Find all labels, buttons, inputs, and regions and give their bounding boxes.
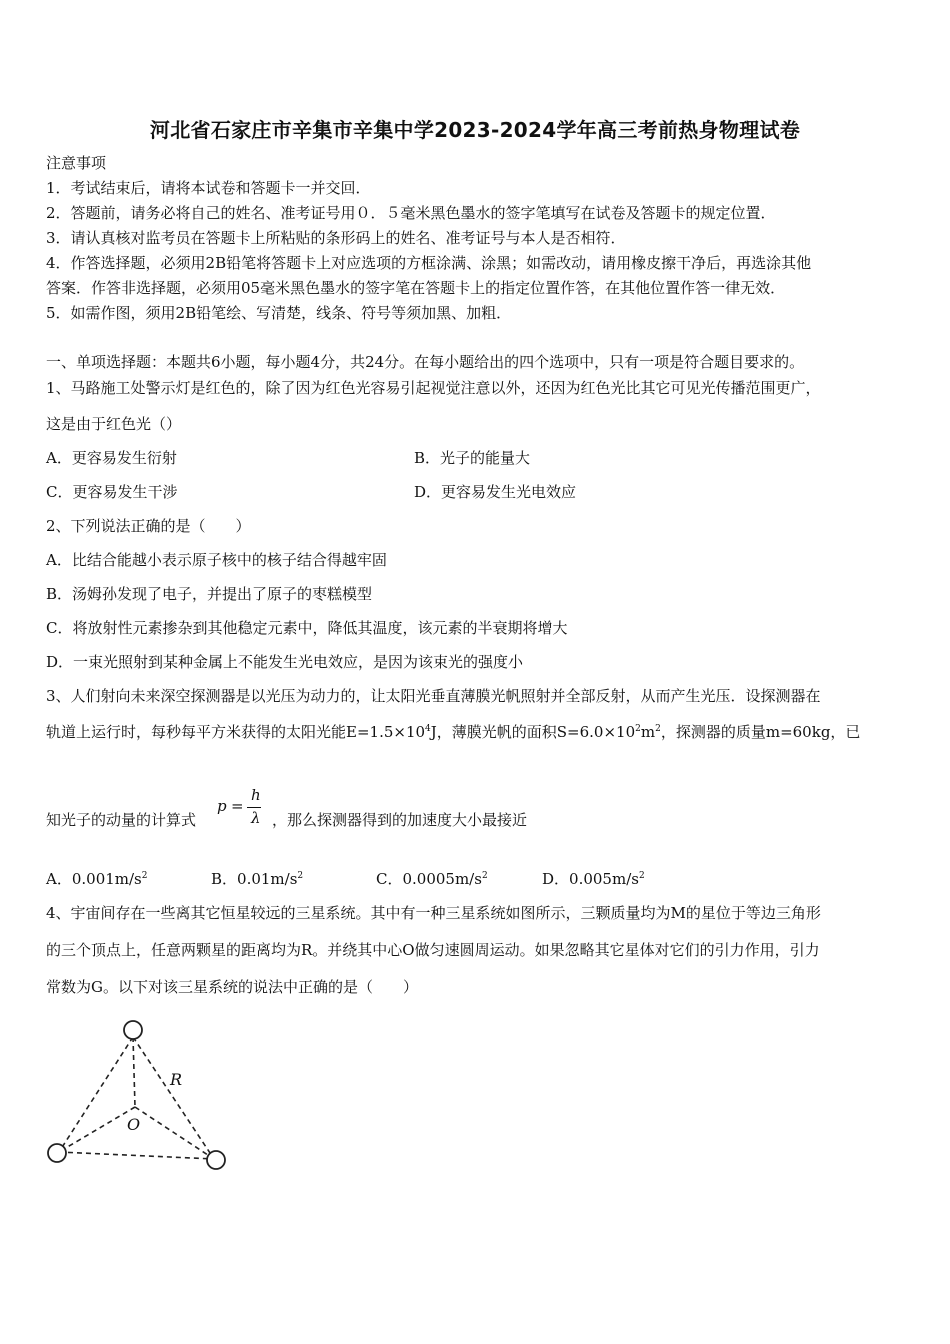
q1-option-c: C．更容易发生干涉 [46,483,178,501]
q1-option-b: B．光子的能量大 [414,449,531,467]
notice-heading: 注意事项 [46,154,107,172]
q3-stem-line2: 轨道上运行时，每秒每平方米获得的太阳光能$E=1.5\times 10^4J$，薄膜光帆的面积$S=6.0\times 10^2m^2$，探测器的质量m=60kg，已 [46,723,861,741]
center-line-left [59,1107,135,1152]
triangle-edge-right [133,1037,214,1159]
star-left [48,1144,66,1162]
section-heading: 一、单项选择题：本题共6小题，每小题4分，共24分。在每小题给出的四个选项中，只有一项是符合题目要求的。 [46,353,805,371]
q1-option-a: A．更容易发生衍射 [46,449,177,467]
triangle-edge-bottom [59,1152,214,1159]
q2-option-b: B．汤姆孙发现了电子，并提出了原子的枣糕模型 [46,585,373,603]
q3-option-a: A．$0.001m/s^2$ [46,870,148,888]
center-line-top [133,1037,135,1107]
label-r: R [170,1070,183,1089]
notice-item-3: 3．请认真核对监考员在答题卡上所粘贴的条形码上的姓名、准考证号与本人是否相符． [46,229,626,247]
q2-option-d: D．一束光照射到某种金属上不能发生光电效应，是因为该束光的强度小 [46,653,524,671]
q3-option-b: B．$0.01m/s^2$ [211,870,304,888]
page-title: 河北省石家庄市辛集市辛集中学2023-2024学年高三考前热身物理试卷 [149,118,801,142]
q2-stem: 2、下列说法正确的是（ ） [46,517,251,535]
momentum-formula: p = h λ [217,786,261,827]
notice-item-2: 2．答题前，请务必将自己的姓名、准考证号用０．５毫米黑色墨水的签字笔填写在试卷及答题卡的规定位置． [46,204,776,222]
triangle-edge-left [59,1037,133,1152]
q3-stem-line3-b: ，那么探测器得到的加速度大小最接近 [272,811,528,829]
q4-stem-line2: 的三个顶点上，任意两颗星的距离均为R。并绕其中心O做匀速圆周运动。如果忽略其它星体对它们的引力作用，引力 [46,941,820,959]
q3-stem-line3-a: 知光子的动量的计算式 [46,811,197,829]
notice-item-5: 5．如需作图，须用2B铅笔绘、写清楚，线条、符号等须加黑、加粗． [46,304,512,322]
notice-item-4-cont: 答案．作答非选择题，必须用05毫米黑色墨水的签字笔在答题卡上的指定位置作答，在其他位置作答一律无效． [46,279,786,297]
q2-option-c: C．将放射性元素掺杂到其他稳定元素中，降低其温度，该元素的半衰期将增大 [46,619,568,637]
q1-stem-line2: 这是由于红色光（） [46,415,182,433]
star-right [207,1151,225,1169]
q3-stem-line1: 3、人们射向未来深空探测器是以光压为动力的，让太阳光垂直薄膜光帆照射并全部反射，从而产生光压．设探测器在 [46,687,821,705]
three-star-diagram [40,1015,240,1175]
q3-option-d: D．$0.005m/s^2$ [542,870,645,888]
label-o: O [127,1115,141,1134]
q1-stem-line1: 1、马路施工处警示灯是红色的，除了因为红色光容易引起视觉注意以外，还因为红色光比其它可见光传播范围更广， [46,379,821,397]
center-line-right [135,1107,214,1159]
star-top [124,1021,142,1039]
notice-item-4: 4．作答选择题，必须用2B铅笔将答题卡上对应选项的方框涂满、涂黑；如需改动，请用橡皮擦干净后，再选涂其他 [46,254,812,272]
q2-option-a: A．比结合能越小表示原子核中的核子结合得越牢固 [46,551,387,569]
q3-option-c: C．$0.0005m/s^2$ [376,870,488,888]
q1-option-d: D．更容易发生光电效应 [414,483,577,501]
notice-item-1: 1．考试结束后，请将本试卷和答题卡一并交回． [46,179,371,197]
q4-stem-line3: 常数为G。以下对该三星系统的说法中正确的是（ ） [46,978,418,996]
q4-stem-line1: 4、宇宙间存在一些离其它恒星较远的三星系统。其中有一种三星系统如图所示，三颗质量均为M的星位于等边三角形 [46,904,821,922]
